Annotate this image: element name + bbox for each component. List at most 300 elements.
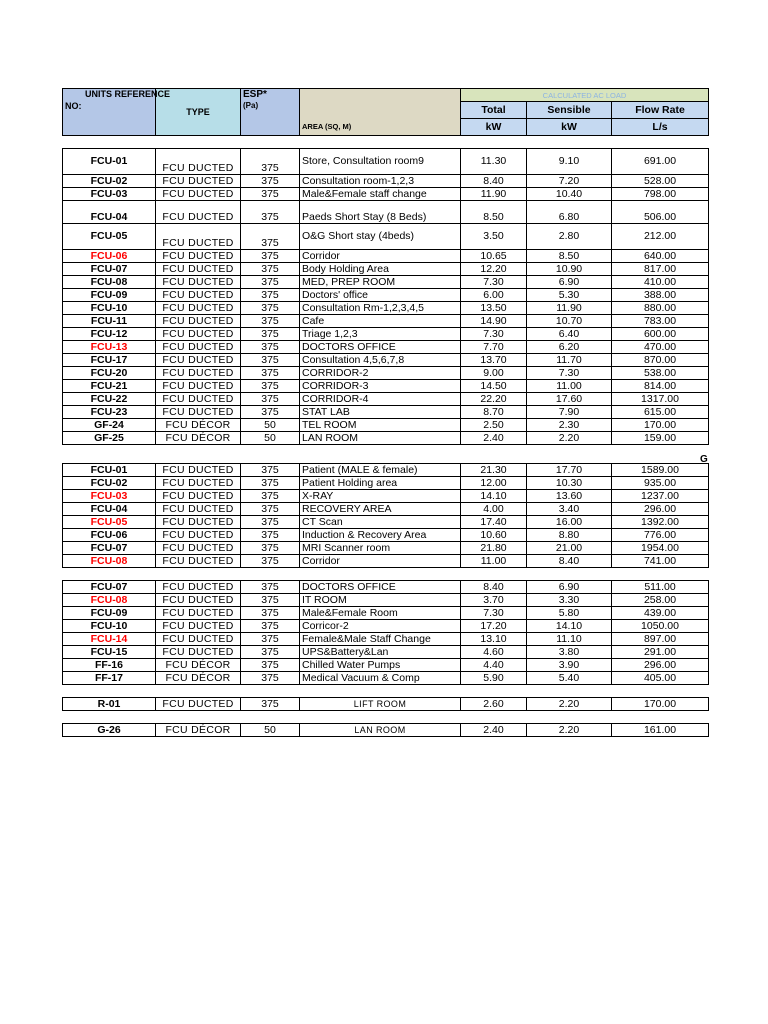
esp-cell: 375	[241, 698, 300, 711]
esp-cell: 375	[241, 529, 300, 542]
flow-rate-cell: 170.00	[612, 698, 709, 711]
side-tag: G	[700, 454, 708, 465]
unit-reference-cell: FCU-01	[63, 149, 156, 175]
flow-rate-cell: 410.00	[612, 276, 709, 289]
total-kw-cell: 10.65	[461, 250, 527, 263]
sensible-kw-cell: 2.80	[527, 224, 612, 250]
flow-rate-cell: 783.00	[612, 315, 709, 328]
flow-rate-cell: 935.00	[612, 477, 709, 490]
total-kw-cell: 12.00	[461, 477, 527, 490]
esp-cell: 375	[241, 276, 300, 289]
flow-rate-cell: 817.00	[612, 263, 709, 276]
unit-reference-cell: FCU-06	[63, 529, 156, 542]
sensible-kw-cell: 17.70	[527, 464, 612, 477]
unit-reference-cell: FCU-13	[63, 341, 156, 354]
type-cell: FCU DÉCOR	[156, 659, 241, 672]
esp-cell: 375	[241, 672, 300, 685]
spacer-cell	[300, 445, 461, 464]
sensible-kw-cell: 3.80	[527, 646, 612, 659]
total-kw-cell: 8.40	[461, 175, 527, 188]
area-cell: Consultation 4,5,6,7,8	[300, 354, 461, 367]
flow-rate-cell: 405.00	[612, 672, 709, 685]
sensible-kw-cell: 2.30	[527, 419, 612, 432]
table-row	[63, 607, 709, 620]
unit-reference-cell: FCU-14	[63, 633, 156, 646]
esp-cell: 375	[241, 581, 300, 594]
type-cell: FCU DUCTED	[156, 250, 241, 263]
type-cell: FCU DUCTED	[156, 477, 241, 490]
table-row	[63, 555, 709, 568]
total-kw-cell: 13.50	[461, 302, 527, 315]
header-area: AREA (SQ, M)	[300, 89, 461, 136]
type-cell: FCU DUCTED	[156, 646, 241, 659]
spacer-cell	[527, 136, 612, 149]
unit-reference-cell: R-01	[63, 698, 156, 711]
spreadsheet	[62, 88, 708, 737]
table-row	[63, 672, 709, 685]
spacer-cell	[63, 136, 156, 149]
esp-cell: 375	[241, 250, 300, 263]
esp-cell: 375	[241, 477, 300, 490]
type-cell: FCU DUCTED	[156, 149, 241, 175]
esp-cell: 375	[241, 555, 300, 568]
sensible-kw-cell: 6.80	[527, 201, 612, 224]
sensible-kw-cell: 10.90	[527, 263, 612, 276]
sensible-kw-cell: 6.90	[527, 276, 612, 289]
sensible-kw-cell: 11.70	[527, 354, 612, 367]
table-row	[63, 302, 709, 315]
table-row	[63, 380, 709, 393]
spacer-cell	[527, 568, 612, 581]
flow-rate-cell: 1050.00	[612, 620, 709, 633]
flow-rate-cell: 258.00	[612, 594, 709, 607]
table-row	[63, 188, 709, 201]
sensible-kw-cell: 5.30	[527, 289, 612, 302]
sensible-kw-cell: 2.20	[527, 724, 612, 737]
total-kw-cell: 2.40	[461, 432, 527, 445]
total-kw-cell: 3.70	[461, 594, 527, 607]
flow-rate-cell: 161.00	[612, 724, 709, 737]
sensible-kw-cell: 11.00	[527, 380, 612, 393]
unit-reference-cell: FCU-06	[63, 250, 156, 263]
header-esp: ESP* (Pa)	[241, 89, 300, 136]
flow-rate-cell: 296.00	[612, 659, 709, 672]
area-cell: CORRIDOR-2	[300, 367, 461, 380]
type-cell: FCU DUCTED	[156, 302, 241, 315]
esp-cell: 375	[241, 516, 300, 529]
area-cell: DOCTORS OFFICE	[300, 581, 461, 594]
total-kw-cell: 14.50	[461, 380, 527, 393]
table-row	[63, 149, 709, 175]
type-cell: FCU DÉCOR	[156, 672, 241, 685]
esp-cell: 375	[241, 490, 300, 503]
type-cell: FCU DUCTED	[156, 328, 241, 341]
type-cell: FCU DUCTED	[156, 188, 241, 201]
flow-rate-cell: 1392.00	[612, 516, 709, 529]
spacer-cell	[461, 685, 527, 698]
total-kw-cell: 2.50	[461, 419, 527, 432]
esp-cell: 50	[241, 432, 300, 445]
sensible-kw-cell: 13.60	[527, 490, 612, 503]
type-cell: FCU DUCTED	[156, 607, 241, 620]
total-kw-cell: 12.20	[461, 263, 527, 276]
type-cell: FCU DUCTED	[156, 542, 241, 555]
esp-cell: 50	[241, 724, 300, 737]
esp-cell: 375	[241, 149, 300, 175]
spacer-cell	[63, 711, 156, 724]
spacer-cell	[461, 711, 527, 724]
total-kw-cell: 2.40	[461, 724, 527, 737]
table-row	[63, 698, 709, 711]
area-cell: UPS&Battery&Lan	[300, 646, 461, 659]
sensible-kw-cell: 8.80	[527, 529, 612, 542]
table-row	[63, 432, 709, 445]
sensible-kw-cell: 10.30	[527, 477, 612, 490]
table-row	[63, 263, 709, 276]
table-row	[63, 503, 709, 516]
spacer-cell	[300, 685, 461, 698]
area-cell: LIFT ROOM	[300, 698, 461, 711]
type-cell: FCU DUCTED	[156, 393, 241, 406]
total-kw-cell: 7.30	[461, 607, 527, 620]
spacer-cell	[156, 445, 241, 464]
unit-reference-cell: FCU-04	[63, 201, 156, 224]
area-cell: Corridor	[300, 250, 461, 263]
unit-reference-cell: FCU-17	[63, 354, 156, 367]
esp-cell: 375	[241, 594, 300, 607]
type-cell: FCU DÉCOR	[156, 419, 241, 432]
flow-rate-cell: 1589.00	[612, 464, 709, 477]
flow-rate-cell: 170.00	[612, 419, 709, 432]
table-row	[63, 201, 709, 224]
total-kw-cell: 11.00	[461, 555, 527, 568]
unit-reference-cell: FCU-08	[63, 555, 156, 568]
table-row	[63, 490, 709, 503]
header-flow-rate: Flow Rate	[612, 102, 709, 119]
table-row	[63, 250, 709, 263]
header-total-unit: kW	[461, 119, 527, 136]
esp-cell: 375	[241, 620, 300, 633]
type-cell: FCU DUCTED	[156, 175, 241, 188]
spacer-row	[63, 568, 709, 581]
table-row	[63, 328, 709, 341]
total-kw-cell: 21.80	[461, 542, 527, 555]
spacer-cell	[461, 568, 527, 581]
table-row	[63, 464, 709, 477]
flow-rate-cell: 159.00	[612, 432, 709, 445]
esp-cell: 375	[241, 175, 300, 188]
spacer-row	[63, 685, 709, 698]
type-cell: FCU DUCTED	[156, 289, 241, 302]
type-cell: FCU DUCTED	[156, 354, 241, 367]
esp-cell: 375	[241, 633, 300, 646]
flow-rate-cell: 897.00	[612, 633, 709, 646]
spacer-cell	[241, 445, 300, 464]
area-cell: Consultation Rm-1,2,3,4,5	[300, 302, 461, 315]
total-kw-cell: 4.00	[461, 503, 527, 516]
sensible-kw-cell: 17.60	[527, 393, 612, 406]
spacer-cell	[612, 685, 709, 698]
table-row	[63, 175, 709, 188]
area-cell: RECOVERY AREA	[300, 503, 461, 516]
unit-reference-cell: FCU-03	[63, 188, 156, 201]
area-cell: Cafe	[300, 315, 461, 328]
esp-cell: 375	[241, 542, 300, 555]
area-cell: Doctors' office	[300, 289, 461, 302]
total-kw-cell: 13.10	[461, 633, 527, 646]
spacer-cell	[612, 445, 709, 464]
sensible-kw-cell: 10.40	[527, 188, 612, 201]
type-cell: FCU DUCTED	[156, 367, 241, 380]
spacer-cell	[612, 568, 709, 581]
flow-rate-cell: 538.00	[612, 367, 709, 380]
total-kw-cell: 14.90	[461, 315, 527, 328]
flow-rate-cell: 506.00	[612, 201, 709, 224]
type-cell: FCU DUCTED	[156, 555, 241, 568]
unit-reference-cell: FCU-15	[63, 646, 156, 659]
esp-cell: 50	[241, 419, 300, 432]
unit-reference-cell: FCU-07	[63, 542, 156, 555]
total-kw-cell: 13.70	[461, 354, 527, 367]
esp-cell: 375	[241, 393, 300, 406]
table-row	[63, 224, 709, 250]
spacer-cell	[612, 136, 709, 149]
esp-cell: 375	[241, 328, 300, 341]
spacer-cell	[527, 711, 612, 724]
flow-rate-cell: 212.00	[612, 224, 709, 250]
unit-reference-cell: FCU-07	[63, 263, 156, 276]
unit-reference-cell: FCU-11	[63, 315, 156, 328]
total-kw-cell: 7.70	[461, 341, 527, 354]
spacer-cell	[300, 568, 461, 581]
table-row	[63, 620, 709, 633]
spacer-cell	[241, 568, 300, 581]
sensible-kw-cell: 9.10	[527, 149, 612, 175]
esp-cell: 375	[241, 263, 300, 276]
type-cell: FCU DUCTED	[156, 224, 241, 250]
sensible-kw-cell: 11.10	[527, 633, 612, 646]
table-row	[63, 289, 709, 302]
table-row	[63, 581, 709, 594]
total-kw-cell: 11.30	[461, 149, 527, 175]
table-row	[63, 315, 709, 328]
table-row	[63, 659, 709, 672]
unit-reference-cell: GF-25	[63, 432, 156, 445]
area-cell: Store, Consultation room9	[300, 149, 461, 175]
unit-reference-cell: FCU-08	[63, 594, 156, 607]
unit-reference-cell: FCU-05	[63, 516, 156, 529]
spacer-cell	[156, 136, 241, 149]
flow-rate-cell: 615.00	[612, 406, 709, 419]
table-row	[63, 341, 709, 354]
flow-rate-cell: 600.00	[612, 328, 709, 341]
unit-reference-cell: FCU-04	[63, 503, 156, 516]
area-cell: Paeds Short Stay (8 Beds)	[300, 201, 461, 224]
unit-reference-cell: FF-16	[63, 659, 156, 672]
flow-rate-cell: 870.00	[612, 354, 709, 367]
spacer-cell	[300, 711, 461, 724]
area-cell: Patient Holding area	[300, 477, 461, 490]
sensible-kw-cell: 2.20	[527, 698, 612, 711]
unit-reference-cell: FCU-03	[63, 490, 156, 503]
unit-reference-cell: GF-24	[63, 419, 156, 432]
unit-reference-cell: FCU-07	[63, 581, 156, 594]
unit-reference-cell: FCU-21	[63, 380, 156, 393]
table-row	[63, 406, 709, 419]
area-cell: CORRIDOR-4	[300, 393, 461, 406]
spacer-cell	[156, 711, 241, 724]
flow-rate-cell: 388.00	[612, 289, 709, 302]
ac-load-table	[62, 88, 709, 737]
area-cell: Induction & Recovery Area	[300, 529, 461, 542]
area-cell: IT ROOM	[300, 594, 461, 607]
area-cell: TEL ROOM	[300, 419, 461, 432]
total-kw-cell: 8.70	[461, 406, 527, 419]
sensible-kw-cell: 11.90	[527, 302, 612, 315]
total-kw-cell: 8.40	[461, 581, 527, 594]
unit-reference-cell: FF-17	[63, 672, 156, 685]
type-cell: FCU DUCTED	[156, 503, 241, 516]
spacer-cell	[300, 136, 461, 149]
sensible-kw-cell: 6.20	[527, 341, 612, 354]
flow-rate-cell: 776.00	[612, 529, 709, 542]
spacer-row	[63, 445, 709, 464]
sensible-kw-cell: 21.00	[527, 542, 612, 555]
total-kw-cell: 7.30	[461, 328, 527, 341]
sensible-kw-cell: 14.10	[527, 620, 612, 633]
sensible-kw-cell: 5.80	[527, 607, 612, 620]
type-cell: FCU DUCTED	[156, 201, 241, 224]
esp-cell: 375	[241, 289, 300, 302]
type-cell: FCU DUCTED	[156, 490, 241, 503]
table-row	[63, 542, 709, 555]
header-ref: UNITS REFERENCE NO:	[63, 89, 156, 136]
type-cell: FCU DUCTED	[156, 516, 241, 529]
spacer-cell	[612, 711, 709, 724]
flow-rate-cell: 470.00	[612, 341, 709, 354]
type-cell: FCU DUCTED	[156, 406, 241, 419]
type-cell: FCU DÉCOR	[156, 432, 241, 445]
esp-cell: 375	[241, 646, 300, 659]
table-row	[63, 594, 709, 607]
area-cell: Patient (MALE & female)	[300, 464, 461, 477]
total-kw-cell: 11.90	[461, 188, 527, 201]
total-kw-cell: 4.40	[461, 659, 527, 672]
flow-rate-cell: 691.00	[612, 149, 709, 175]
esp-cell: 375	[241, 406, 300, 419]
spacer-cell	[156, 568, 241, 581]
unit-reference-cell: FCU-08	[63, 276, 156, 289]
area-cell: Male&Female Room	[300, 607, 461, 620]
sensible-kw-cell: 10.70	[527, 315, 612, 328]
sensible-kw-cell: 6.40	[527, 328, 612, 341]
type-cell: FCU DUCTED	[156, 464, 241, 477]
area-cell: X-RAY	[300, 490, 461, 503]
total-kw-cell: 14.10	[461, 490, 527, 503]
unit-reference-cell: FCU-23	[63, 406, 156, 419]
total-kw-cell: 17.40	[461, 516, 527, 529]
sensible-kw-cell: 3.40	[527, 503, 612, 516]
unit-reference-cell: FCU-20	[63, 367, 156, 380]
type-cell: FCU DUCTED	[156, 698, 241, 711]
total-kw-cell: 2.60	[461, 698, 527, 711]
flow-rate-cell: 528.00	[612, 175, 709, 188]
table-row	[63, 529, 709, 542]
flow-rate-cell: 880.00	[612, 302, 709, 315]
sensible-kw-cell: 8.40	[527, 555, 612, 568]
header-sensible-unit: kW	[527, 119, 612, 136]
spacer-cell	[461, 136, 527, 149]
type-cell: FCU DUCTED	[156, 633, 241, 646]
flow-rate-cell: 741.00	[612, 555, 709, 568]
esp-cell: 375	[241, 659, 300, 672]
esp-cell: 375	[241, 201, 300, 224]
total-kw-cell: 9.00	[461, 367, 527, 380]
header-calculated-ac-load: CALCULATED AC LOAD	[461, 89, 709, 102]
flow-rate-cell: 640.00	[612, 250, 709, 263]
table-row	[63, 633, 709, 646]
table-row	[63, 724, 709, 737]
esp-cell: 375	[241, 224, 300, 250]
total-kw-cell: 7.30	[461, 276, 527, 289]
table-row	[63, 393, 709, 406]
area-cell: Medical Vacuum & Comp	[300, 672, 461, 685]
esp-cell: 375	[241, 315, 300, 328]
table-row	[63, 354, 709, 367]
unit-reference-cell: FCU-02	[63, 477, 156, 490]
unit-reference-cell: FCU-12	[63, 328, 156, 341]
spacer-cell	[241, 711, 300, 724]
esp-cell: 375	[241, 464, 300, 477]
area-cell: Triage 1,2,3	[300, 328, 461, 341]
unit-reference-cell: FCU-09	[63, 289, 156, 302]
esp-cell: 375	[241, 380, 300, 393]
unit-reference-cell: FCU-05	[63, 224, 156, 250]
type-cell: FCU DUCTED	[156, 581, 241, 594]
spacer-cell	[63, 445, 156, 464]
flow-rate-cell: 291.00	[612, 646, 709, 659]
area-cell: LAN ROOM	[300, 432, 461, 445]
table-row	[63, 419, 709, 432]
type-cell: FCU DUCTED	[156, 529, 241, 542]
total-kw-cell: 4.60	[461, 646, 527, 659]
header-sensible: Sensible	[527, 102, 612, 119]
total-kw-cell: 8.50	[461, 201, 527, 224]
unit-reference-cell: FCU-01	[63, 464, 156, 477]
header-total: Total	[461, 102, 527, 119]
flow-rate-cell: 1237.00	[612, 490, 709, 503]
unit-reference-cell: FCU-09	[63, 607, 156, 620]
table-row	[63, 477, 709, 490]
flow-rate-cell: 814.00	[612, 380, 709, 393]
type-cell: FCU DUCTED	[156, 380, 241, 393]
total-kw-cell: 5.90	[461, 672, 527, 685]
spacer-cell	[527, 685, 612, 698]
table-row	[63, 646, 709, 659]
flow-rate-cell: 1954.00	[612, 542, 709, 555]
area-cell: Body Holding Area	[300, 263, 461, 276]
esp-cell: 375	[241, 341, 300, 354]
spacer-cell	[63, 568, 156, 581]
sensible-kw-cell: 6.90	[527, 581, 612, 594]
unit-reference-cell: G-26	[63, 724, 156, 737]
esp-cell: 375	[241, 503, 300, 516]
area-cell: MRI Scanner room	[300, 542, 461, 555]
esp-cell: 375	[241, 188, 300, 201]
table-row	[63, 367, 709, 380]
total-kw-cell: 6.00	[461, 289, 527, 302]
spacer-cell	[461, 445, 527, 464]
